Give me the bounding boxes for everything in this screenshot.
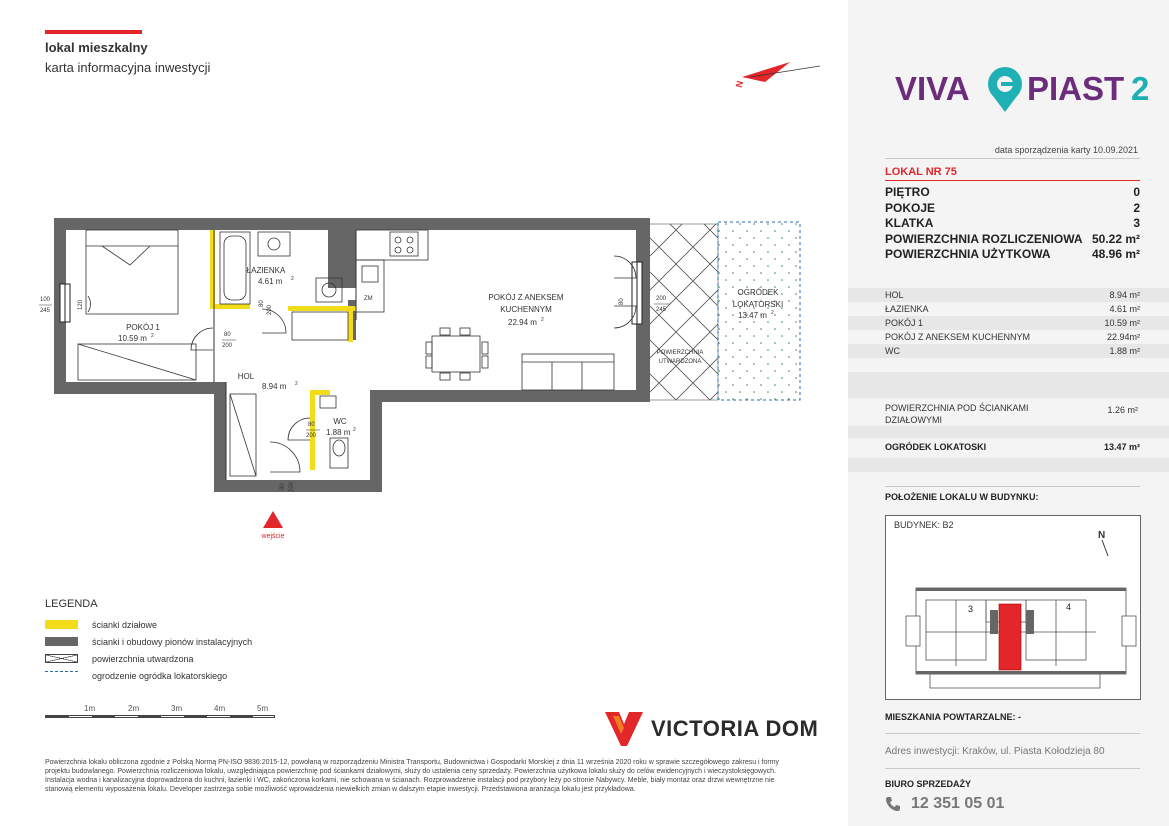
sales-phone[interactable]: 12 351 05 01 bbox=[885, 795, 1004, 813]
svg-text:2: 2 bbox=[291, 276, 294, 282]
svg-text:80: 80 bbox=[308, 422, 315, 428]
scale-bar: 1m 2m 3m 4m 5m bbox=[45, 704, 285, 720]
legend-item-partitions: ścianki działowe bbox=[45, 616, 375, 633]
room-row-hol: HOL 8.94 m² bbox=[885, 290, 1140, 300]
legend-swatch-gray bbox=[45, 637, 78, 646]
summary-usable-area: POWIERZCHNIA UŻYTKOWA 48.96 m² bbox=[885, 247, 1140, 261]
svg-text:200: 200 bbox=[306, 433, 317, 439]
room-label-wc: WC bbox=[333, 417, 347, 426]
room-label-ogrodek-2: LOKATORSKI bbox=[732, 300, 784, 309]
legend-swatch-fence bbox=[45, 671, 78, 680]
room-area-hol: 8.94 m bbox=[262, 382, 287, 391]
room-area-lazienka: 4.61 m bbox=[258, 277, 283, 286]
phone-icon bbox=[885, 796, 901, 812]
svg-text:100: 100 bbox=[40, 297, 51, 303]
summary-settlement-area: POWIERZCHNIA ROZLICZENIOWA 50.22 m² bbox=[885, 232, 1140, 246]
summary-staircase: KLATKA 3 bbox=[885, 216, 1140, 230]
sales-office-title: BIURO SPRZEDAŻY bbox=[885, 779, 972, 789]
zm-label: ZM bbox=[364, 296, 373, 302]
location-title: POŁOŻENIE LOKALU W BUDYNKU: bbox=[885, 492, 1039, 502]
room-row-lazienka: ŁAZIENKA 4.61 m² bbox=[885, 304, 1140, 314]
legend-item-installation-walls: ścianki i obudowy pionów instalacyjnych bbox=[45, 633, 375, 650]
svg-text:VIVA: VIVA bbox=[895, 70, 970, 107]
legend-swatch-yellow bbox=[45, 620, 78, 629]
room-area-pokoj1: 10.59 m bbox=[118, 334, 147, 343]
building-location-map bbox=[885, 515, 1141, 700]
legend bbox=[45, 598, 375, 684]
room-area-wc: 1.88 m bbox=[326, 428, 351, 437]
furniture bbox=[78, 230, 636, 476]
partition-area-label: POWIERZCHNIA POD ŚCIANKAMI DZIAŁOWYMI bbox=[885, 403, 1029, 425]
svg-text:2: 2 bbox=[541, 317, 544, 323]
room-row-pokoj-aneks: POKÓJ Z ANEKSEM KUCHENNYM 22.94m² bbox=[885, 332, 1140, 342]
victoria-dom-logo: VICTORIA DOM bbox=[605, 712, 818, 746]
svg-text:N: N bbox=[733, 79, 746, 89]
legend-swatch-hatch bbox=[45, 654, 78, 663]
svg-text:200: 200 bbox=[289, 481, 295, 492]
repeated-units: MIESZKANIA POWTARZALNE: - bbox=[885, 712, 1021, 722]
svg-text:245: 245 bbox=[656, 307, 667, 313]
legend-title: LEGENDA bbox=[45, 598, 98, 610]
svg-text:80: 80 bbox=[259, 300, 265, 307]
room-label-pokoj1: POKÓJ 1 bbox=[126, 323, 160, 332]
summary-rooms: POKOJE 2 bbox=[885, 201, 1140, 215]
floor-plan bbox=[30, 60, 820, 550]
svg-text:200: 200 bbox=[267, 304, 273, 315]
building-north-icon bbox=[1098, 530, 1108, 556]
room-label-ogrodek: OGRÓDEK bbox=[737, 288, 779, 297]
svg-text:2: 2 bbox=[353, 427, 356, 433]
svg-text:200: 200 bbox=[656, 296, 667, 302]
svg-text:PIAST: PIAST bbox=[1027, 70, 1125, 107]
svg-text:80: 80 bbox=[224, 332, 231, 338]
header-accent-bar bbox=[45, 30, 142, 34]
viva-piast-logo bbox=[895, 62, 1155, 112]
room-label-pokoj-aneks-2: KUCHENNYM bbox=[500, 305, 552, 314]
garden-row: OGRÓDEK LOKATOSKI 13.47 m² bbox=[885, 442, 1140, 452]
svg-text:3: 3 bbox=[968, 604, 974, 614]
svg-text:2: 2 bbox=[295, 381, 298, 387]
unit-highlight bbox=[999, 604, 1021, 670]
room-row-wc: WC 1.88 m² bbox=[885, 346, 1140, 356]
investment-address: Adres inwestycji: Kraków, ul. Piasta Kołodzieja 80 bbox=[885, 746, 1105, 757]
svg-text:80: 80 bbox=[619, 298, 625, 305]
document-subtitle: karta informacyjna inwestycji bbox=[45, 60, 211, 75]
partition-area-value: 1.26 m² bbox=[1107, 405, 1138, 415]
svg-text:90: 90 bbox=[280, 483, 286, 490]
victoria-dom-mark-icon bbox=[605, 712, 643, 746]
svg-text:245: 245 bbox=[40, 308, 51, 314]
svg-text:2: 2 bbox=[1131, 70, 1150, 107]
unit-number: LOKAL NR 75 bbox=[885, 166, 957, 178]
hardened-surface-label-1: POWIERZCHNIA bbox=[656, 350, 704, 356]
svg-text:N: N bbox=[1098, 530, 1106, 541]
hardened-surface-label-2: UTWARDZONA bbox=[658, 359, 702, 365]
entrance-arrow-icon bbox=[263, 511, 283, 528]
viva-piast-pin-icon bbox=[988, 67, 1022, 112]
svg-text:4: 4 bbox=[1066, 602, 1072, 612]
room-label-pokoj-aneks: POKÓJ Z ANEKSEM bbox=[488, 293, 564, 302]
svg-text:200: 200 bbox=[222, 343, 233, 349]
legend-item-hardened-surface: powierzchnia utwardzona bbox=[45, 650, 375, 667]
building-plan bbox=[886, 516, 1140, 699]
svg-text:120: 120 bbox=[78, 299, 84, 310]
room-label-hol: HOL bbox=[237, 372, 255, 381]
north-arrow-icon bbox=[734, 62, 820, 89]
outer-walls bbox=[54, 218, 650, 492]
svg-text:2: 2 bbox=[151, 333, 154, 339]
building-name: BUDYNEK: B2 bbox=[894, 520, 954, 530]
room-row-pokoj1: POKÓJ 1 10.59 m² bbox=[885, 318, 1140, 328]
room-area-ogrodek: 13.47 m bbox=[738, 311, 767, 320]
creation-date: data sporządzenia karty 10.09.2021 bbox=[994, 145, 1138, 155]
legend-item-garden-fence: ogrodzenie ogródka lokatorskiego bbox=[45, 667, 375, 684]
svg-text:2: 2 bbox=[771, 310, 774, 316]
entrance-label: wejście bbox=[261, 533, 285, 540]
summary-floor: PIĘTRO 0 bbox=[885, 185, 1140, 199]
room-area-pokoj-aneks: 22.94 m bbox=[508, 318, 537, 327]
room-label-lazienka: ŁAZIENKA bbox=[246, 266, 286, 275]
disclaimer: Powierzchnia lokalu obliczona zgodnie z Polską Normą PN-ISO 9836:2015-12, powołaną w rozporządzeniu Ministra Transportu, Budownictwa i Gospodarki Morskiej z dnia 11 września 2020 roku w sprawie szczegółowego zakresu i formy projektu budowlanego. Powierzchnia rozliczeniowa lokalu, uwzględniająca powierzchnię pod ściankami działowymi, służy do ustalenia ceny sprzedaży. Powierzchnia użytkowa lokalu służy do celów ewidencyjnych i wieczystoksięgowych. Instalacja wodna i kanalizacyjna doprowadzona do kuchni, łazienki i WC, zakończona korkami, nie schowana w ścianach. Rozprowadzenie instalacji pod przybory leży po stronie Nabywcy. Meble, biały montaż oraz drzwi wewnętrzne nie stanowią elementu wyposażenia lokalu. Developer zastrzega sobie możliwość wprowadzenia niewielkich zmian w dalszym etapie inwestycji. Przedstawiona aranżacja lokalu jest przykładowa. bbox=[45, 759, 780, 793]
document-title: lokal mieszkalny bbox=[45, 40, 148, 55]
